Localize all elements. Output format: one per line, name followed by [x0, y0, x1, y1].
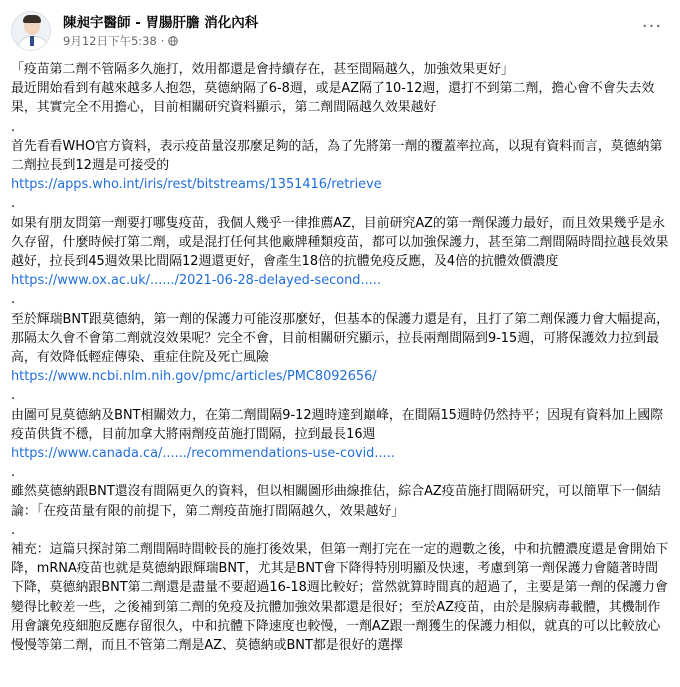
paragraph-separator: .	[11, 465, 16, 481]
paragraph: 如果有朋友問第一劑要打哪隻疫苗，我個人幾乎一律推薦AZ，目前研究AZ的第一劑保護力最好，而且效果幾乎是永久存留，什麼時候打第二劑，或是混打任何其他廠牌種類疫苗，都可以加強保護力，甚至第二劑間隔時間拉越長效果越好，拉長到45週效果比間隔12週還更好，會產生18倍的抗體免疫反應，及4倍的抗體效價濃度 https://www.ox.ac.uk/....../2021-06-28-delayed-second.....	[11, 215, 669, 289]
paragraph-separator: .	[11, 292, 16, 308]
paragraph-separator: .	[11, 388, 16, 404]
avatar[interactable]	[11, 11, 51, 51]
paragraph: 「疫苗第二劑不管隔多久施打，效用都還是會持續存在，甚至間隔越久，加強效果更好」	[11, 62, 514, 77]
author-name[interactable]: 陳昶宇醫師 - 胃腸肝膽 消化內科	[63, 15, 259, 31]
paragraph: 首先看看WHO官方資料，表示疫苗量沒那麼足夠的話，為了先將第一劑的覆蓋率拉高，以現有資料而言，莫德納第二劑拉長到12週是可接受的	[11, 138, 663, 174]
more-options-icon[interactable]: ···	[641, 15, 663, 37]
globe-icon	[168, 36, 178, 46]
paragraph	[11, 367, 670, 386]
paragraph	[11, 175, 670, 194]
paragraph-separator: .	[11, 196, 16, 212]
oxford-link[interactable]: https://www.ox.ac.uk/....../2021-06-28-delayed-second.....	[11, 273, 381, 289]
paragraph-separator: .	[11, 522, 16, 538]
meta-separator: ·	[160, 34, 165, 48]
post-body	[11, 60, 670, 655]
paragraph-separator: .	[11, 119, 16, 135]
ncbi-link[interactable]: https://www.ncbi.nlm.nih.gov/pmc/articles/PMC8092656/	[11, 369, 377, 385]
paragraph: 最近開始看到有越來越多人抱怨，莫德納隔了6-8週，或是AZ隔了10-12週，還打不到第二劑，擔心會不會失去效果，其實完全不用擔心，目前相關研究資料顯示，第二劑間隔越久效果越好	[11, 81, 655, 116]
paragraph: 雖然莫德納跟BNT還沒有間隔更久的資料，但以相關圖形曲線推估，綜合AZ疫苗施打間隔研究，可以簡單下一個結論：「在疫苗量有限的前提下，第二劑疫苗施打間隔越久，效果越好」	[11, 484, 661, 519]
paragraph	[11, 444, 670, 463]
canada-link[interactable]: https://www.canada.ca/....../recommendations-use-covid.....	[11, 446, 395, 462]
post-timestamp[interactable]: 9月12日下午5:38	[63, 34, 157, 48]
post-header	[11, 8, 670, 52]
paragraph: 補充：這篇只探討第二劑間隔時間較長的施打後效果，但第一劑打完在一定的週數之後，中和抗體濃度還是會開始下降，mRNA疫苗也就是莫德納跟輝瑞BNT，尤其是BNT會下降得特別明顯及快速，考慮到第一劑保護力會隨著時間下降，莫德納跟BNT第二劑還是盡量不要超過16-18週比較好；當然就算時間真的超過了，主要是第一劑的保護力會變得比較差一些，之後補到第二劑的免疫及抗體加強效果都還是很好；至於AZ疫苗，由於是腺病毒載體，其機制作用會讓免疫細胞反應存留很久，中和抗體下降速度也較慢，一劑AZ跟一劑獲生的保護力相似，就真的可以比較放心慢慢等第二劑，而且不管第二劑是AZ、莫德納或BNT都是很好的選擇	[11, 542, 669, 654]
post-meta	[63, 33, 178, 49]
who-link[interactable]: https://apps.who.int/iris/rest/bitstreams/1351416/retrieve	[11, 177, 382, 193]
paragraph: 由圖可見莫德納及BNT相關效力，在第二劑間隔9-12週時達到巔峰，在間隔15週時仍然持平；因現有資料加上國際疫苗供貨不穩，目前加拿大將兩劑疫苗施打間隔，拉到最長16週	[11, 407, 664, 442]
paragraph: 至於輝瑞BNT跟莫德納，第一劑的保護力可能沒那麼好，但基本的保護力還是有，且打了第二劑保護力會大幅提高，那隔太久會不會第二劑就沒效果呢？完全不會，目前相關研究顯示，拉長兩劑間隔到9-15週，可將保護效力拉到最高，有效降低輕症傳染、重症住院及死亡風險	[11, 311, 669, 366]
